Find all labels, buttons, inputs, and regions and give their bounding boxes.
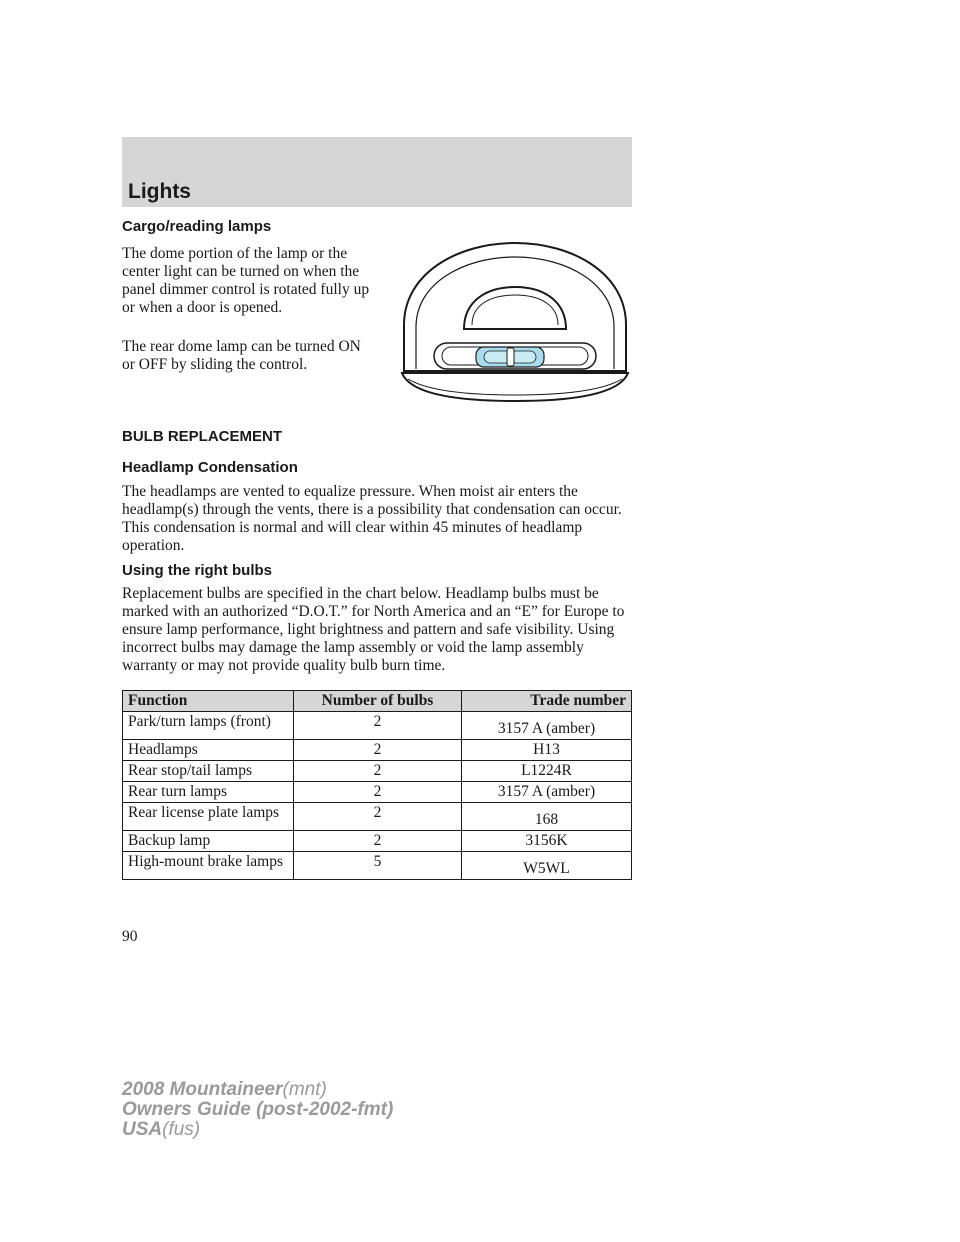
table-row <box>123 831 632 852</box>
bulb-count-cell: 2 <box>294 831 462 852</box>
trade-number-cell: L1224R <box>462 761 632 782</box>
headlamp-condensation-heading: Headlamp Condensation <box>122 459 298 476</box>
bulb-count-cell: 2 <box>294 740 462 761</box>
function-cell: High-mount brake lamps <box>123 852 294 880</box>
trade-number-cell: 3156K <box>462 831 632 852</box>
table-header-row <box>123 691 632 712</box>
table-row <box>123 761 632 782</box>
cargo-paragraph-2: The rear dome lamp can be turned ON or OFF by sliding the control. <box>122 338 361 373</box>
function-cell: Rear license plate lamps <box>123 803 294 831</box>
footer-line-2 <box>122 1100 393 1120</box>
column-header-number-of-bulbs: Number of bulbs <box>294 691 462 712</box>
using-right-bulbs-heading: Using the right bulbs <box>122 562 272 579</box>
function-cell: Park/turn lamps (front) <box>123 712 294 740</box>
document-footer <box>122 1080 393 1140</box>
column-header-trade-number: Trade number <box>462 691 632 712</box>
trade-number-cell: 3157 A (amber) <box>462 712 632 740</box>
function-cell: Rear turn lamps <box>123 782 294 803</box>
cargo-reading-lamps-heading: Cargo/reading lamps <box>122 218 272 235</box>
footer-line-3 <box>122 1120 393 1140</box>
dome-lamp-illustration <box>398 233 632 408</box>
bulb-replacement-heading: BULB REPLACEMENT <box>122 428 282 445</box>
table-row <box>123 803 632 831</box>
trade-number-cell: 3157 A (amber) <box>462 782 632 803</box>
footer-guide: Owners Guide (post-2002-fmt) <box>122 1099 394 1120</box>
bulb-specification-table <box>122 690 632 880</box>
section-title: Lights <box>128 180 191 203</box>
function-cell: Rear stop/tail lamps <box>123 761 294 782</box>
bulb-count-cell: 2 <box>294 782 462 803</box>
bulb-count-cell: 5 <box>294 852 462 880</box>
page-number: 90 <box>122 928 138 945</box>
footer-model-code: (mnt) <box>282 1079 327 1100</box>
bulb-count-cell: 2 <box>294 761 462 782</box>
trade-number-cell: W5WL <box>462 852 632 880</box>
table-row <box>123 712 632 740</box>
cargo-paragraph-1: The dome portion of the lamp or the center light can be turned on when the panel dimmer control is rotated fully up or when a door is opened. <box>122 245 370 316</box>
using-right-bulbs-text: Replacement bulbs are specified in the chart below. Headlamp bulbs must be marked with an authorized “D.O.T.” for North America and an “E” for Europe to ensure lamp performance, light brightness and pattern and safe visibility. Using incorrect bulbs may damage the lamp assembly or void the lamp assembly warranty or may not provide quality bulb burn time. <box>122 585 625 674</box>
table-row <box>123 852 632 880</box>
footer-market: USA <box>122 1119 163 1140</box>
table-row <box>123 740 632 761</box>
headlamp-condensation-text: The headlamps are vented to equalize pressure. When moist air enters the headlamp(s) through the vents, there is a possibility that condensation can occur. This condensation is normal and will clear within 45 minutes of headlamp operation. <box>122 483 622 554</box>
footer-market-code: (fus) <box>162 1119 201 1140</box>
bulb-count-cell: 2 <box>294 803 462 831</box>
footer-model: 2008 Mountaineer <box>122 1079 283 1100</box>
footer-line-1 <box>122 1080 393 1100</box>
table-row <box>123 782 632 803</box>
trade-number-cell: H13 <box>462 740 632 761</box>
bulb-count-cell: 2 <box>294 712 462 740</box>
trade-number-cell: 168 <box>462 803 632 831</box>
section-header-band <box>122 137 632 207</box>
function-cell: Headlamps <box>123 740 294 761</box>
column-header-function: Function <box>123 691 294 712</box>
function-cell: Backup lamp <box>123 831 294 852</box>
